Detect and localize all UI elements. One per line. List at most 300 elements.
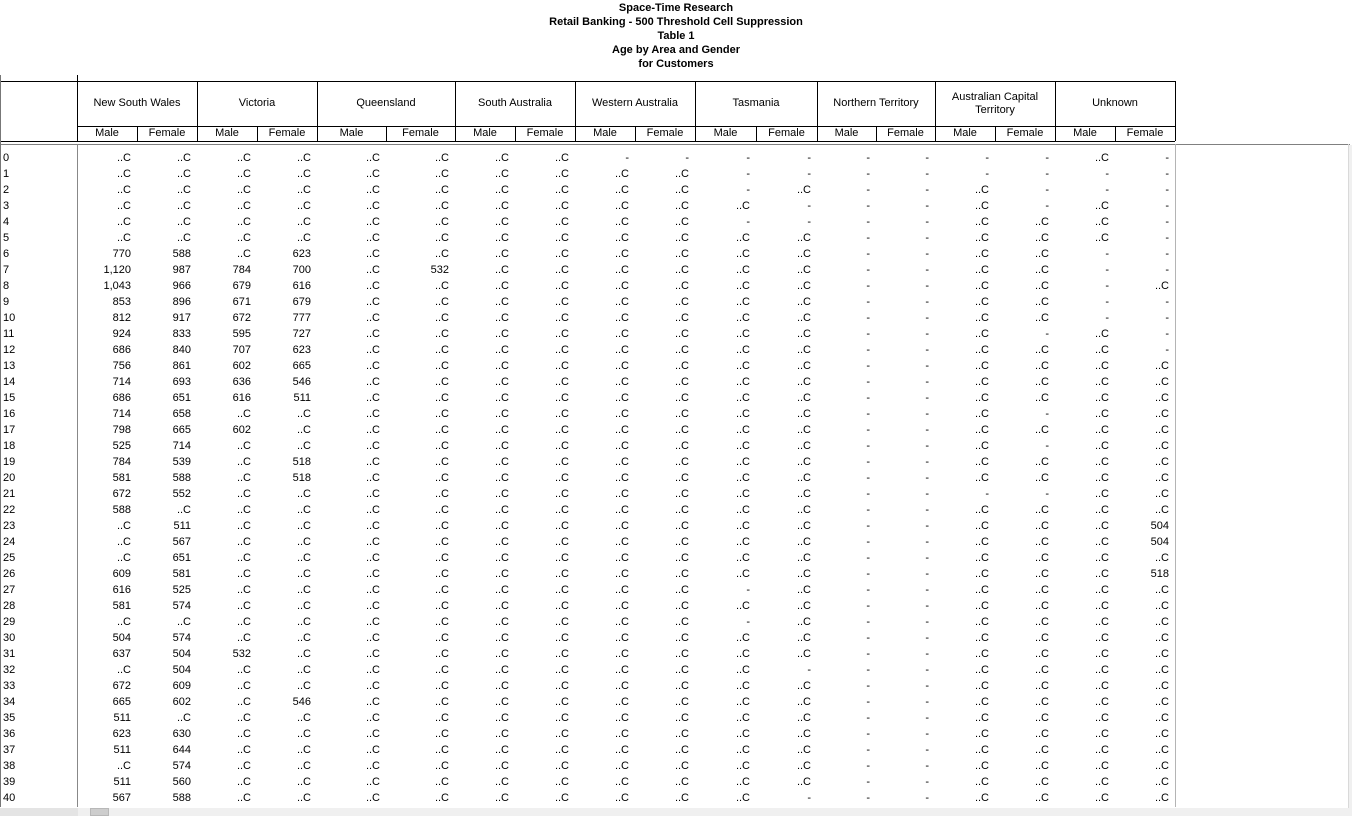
table-cell: 581 bbox=[112, 600, 131, 612]
table-cell: ..C bbox=[1034, 264, 1049, 276]
column-subheader-female[interactable]: Female bbox=[268, 127, 306, 139]
column-subheader-female[interactable]: Female bbox=[148, 127, 186, 139]
grid-line-horizontal bbox=[0, 144, 1350, 145]
grid-line-vertical bbox=[1175, 144, 1176, 807]
table-cell: - bbox=[1165, 328, 1169, 340]
table-cell: ..C bbox=[674, 568, 689, 580]
table-cell: ..C bbox=[296, 216, 311, 228]
column-subheader-male[interactable]: Male bbox=[339, 127, 364, 139]
table-cell: ..C bbox=[1094, 792, 1109, 804]
table-cell: 1,120 bbox=[103, 264, 131, 276]
table-cell: 518 bbox=[292, 456, 311, 468]
table-cell: ..C bbox=[554, 584, 569, 596]
table-cell: ..C bbox=[296, 616, 311, 628]
table-cell: 574 bbox=[172, 600, 191, 612]
table-cell: ..C bbox=[674, 536, 689, 548]
column-subheader-male[interactable]: Male bbox=[1073, 127, 1097, 139]
table-cell: 602 bbox=[232, 360, 251, 372]
title-table-subject: Age by Area and Gender bbox=[612, 44, 740, 56]
table-cell: ..C bbox=[236, 712, 251, 724]
table-cell: - bbox=[866, 328, 870, 340]
column-group-header[interactable]: Unknown bbox=[1092, 97, 1138, 109]
table-cell: - bbox=[1105, 168, 1109, 180]
table-cell: ..C bbox=[434, 424, 449, 436]
table-cell: - bbox=[925, 392, 929, 404]
table-cell: ..C bbox=[796, 312, 811, 324]
table-cell: ..C bbox=[1034, 760, 1049, 772]
table-cell: ..C bbox=[116, 152, 131, 164]
row-label-age: 19 bbox=[3, 456, 16, 468]
table-cell: ..C bbox=[434, 296, 449, 308]
row-label-age: 17 bbox=[3, 424, 16, 436]
table-cell: - bbox=[1165, 216, 1169, 228]
table-cell: ..C bbox=[554, 184, 569, 196]
row-label-age: 33 bbox=[3, 680, 16, 692]
table-cell: ..C bbox=[735, 792, 750, 804]
table-cell: ..C bbox=[1094, 744, 1109, 756]
column-subheader-female[interactable]: Female bbox=[768, 127, 805, 139]
table-cell: - bbox=[685, 152, 689, 164]
column-subheader-male[interactable]: Male bbox=[713, 127, 738, 139]
table-cell: ..C bbox=[116, 168, 131, 180]
table-cell: ..C bbox=[674, 344, 689, 356]
table-cell: ..C bbox=[434, 456, 449, 468]
table-cell: ..C bbox=[974, 280, 989, 292]
table-cell: ..C bbox=[735, 504, 750, 516]
grid-line-vertical bbox=[137, 126, 138, 141]
table-cell: - bbox=[925, 600, 929, 612]
table-cell: ..C bbox=[974, 712, 989, 724]
table-cell: ..C bbox=[176, 184, 191, 196]
column-group-header[interactable]: Northern Territory bbox=[833, 97, 919, 109]
column-subheader-female[interactable]: Female bbox=[402, 127, 439, 139]
column-group-header[interactable]: Australian Capital Territory bbox=[951, 90, 1039, 116]
table-cell: ..C bbox=[365, 280, 380, 292]
table-cell: 672 bbox=[112, 488, 131, 500]
grid-line-horizontal bbox=[77, 126, 1175, 127]
table-cell: ..C bbox=[554, 744, 569, 756]
table-cell: ..C bbox=[296, 632, 311, 644]
column-subheader-female[interactable]: Female bbox=[646, 127, 684, 139]
column-subheader-male[interactable]: Male bbox=[593, 127, 617, 139]
table-cell: - bbox=[925, 440, 929, 452]
column-group-header[interactable]: Western Australia bbox=[591, 97, 678, 109]
table-cell: - bbox=[925, 216, 929, 228]
table-cell: 504 bbox=[1150, 536, 1169, 548]
row-label-age: 7 bbox=[3, 264, 10, 276]
table-cell: ..C bbox=[434, 616, 449, 628]
table-cell: 511 bbox=[113, 712, 131, 724]
table-cell: - bbox=[925, 472, 929, 484]
table-cell: - bbox=[1045, 184, 1049, 196]
table-cell: ..C bbox=[674, 248, 689, 260]
table-cell: ..C bbox=[674, 792, 689, 804]
table-cell: - bbox=[866, 312, 870, 324]
table-cell: 552 bbox=[172, 488, 191, 500]
table-cell: - bbox=[866, 424, 870, 436]
table-cell: 602 bbox=[232, 424, 251, 436]
table-cell: ..C bbox=[554, 680, 569, 692]
row-label-age: 1 bbox=[3, 168, 10, 180]
table-cell: ..C bbox=[365, 632, 380, 644]
column-subheader-male[interactable]: Male bbox=[953, 127, 977, 139]
table-cell: ..C bbox=[1154, 696, 1169, 708]
table-cell: ..C bbox=[796, 504, 811, 516]
table-cell: - bbox=[866, 696, 870, 708]
table-cell: - bbox=[925, 248, 929, 260]
table-cell: - bbox=[625, 152, 629, 164]
table-cell: ..C bbox=[974, 344, 989, 356]
row-label-age: 39 bbox=[3, 776, 16, 788]
table-cell: ..C bbox=[365, 472, 380, 484]
column-subheader-female[interactable]: Female bbox=[1126, 127, 1164, 139]
table-cell: ..C bbox=[434, 696, 449, 708]
table-cell: - bbox=[746, 216, 750, 228]
table-cell: - bbox=[925, 312, 929, 324]
table-cell: - bbox=[925, 184, 929, 196]
table-cell: ..C bbox=[735, 376, 750, 388]
table-cell: ..C bbox=[796, 488, 811, 500]
table-cell: ..C bbox=[236, 760, 251, 772]
table-cell: ..C bbox=[296, 408, 311, 420]
table-cell: ..C bbox=[434, 152, 449, 164]
table-cell: ..C bbox=[974, 232, 989, 244]
table-cell: ..C bbox=[1154, 360, 1169, 372]
column-subheader-male[interactable]: Male bbox=[473, 127, 497, 139]
table-cell: ..C bbox=[236, 456, 251, 468]
table-cell: ..C bbox=[796, 584, 811, 596]
table-cell: 917 bbox=[172, 312, 191, 324]
table-cell: ..C bbox=[236, 472, 251, 484]
table-cell: ..C bbox=[236, 488, 251, 500]
column-group-header[interactable]: South Australia bbox=[478, 97, 552, 109]
table-cell: ..C bbox=[1154, 664, 1169, 676]
table-cell: ..C bbox=[796, 392, 811, 404]
table-cell: ..C bbox=[494, 312, 509, 324]
column-group-header[interactable]: Victoria bbox=[238, 97, 276, 109]
table-cell: ..C bbox=[1154, 408, 1169, 420]
table-cell: 518 bbox=[1150, 568, 1169, 580]
column-group-header[interactable]: Tasmania bbox=[732, 97, 780, 109]
table-cell: ..C bbox=[674, 216, 689, 228]
table-cell: ..C bbox=[296, 520, 311, 532]
column-subheader-female[interactable]: Female bbox=[887, 127, 924, 139]
column-group-header[interactable]: New South Wales bbox=[93, 97, 181, 109]
table-cell: ..C bbox=[735, 264, 750, 276]
row-label-age: 12 bbox=[3, 344, 16, 356]
table-cell: ..C bbox=[1034, 456, 1049, 468]
table-cell: ..C bbox=[735, 648, 750, 660]
table-cell: ..C bbox=[614, 632, 629, 644]
table-cell: 567 bbox=[112, 792, 131, 804]
table-cell: ..C bbox=[1034, 616, 1049, 628]
table-cell: ..C bbox=[674, 712, 689, 724]
table-cell: ..C bbox=[974, 424, 989, 436]
table-cell: - bbox=[925, 264, 929, 276]
table-cell: ..C bbox=[1094, 600, 1109, 612]
table-cell: 588 bbox=[172, 248, 191, 260]
table-cell: - bbox=[866, 488, 870, 500]
table-cell: ..C bbox=[236, 248, 251, 260]
column-group-header[interactable]: Queensland bbox=[356, 97, 416, 109]
table-cell: ..C bbox=[1094, 376, 1109, 388]
table-cell: 511 bbox=[293, 392, 311, 404]
table-cell: ..C bbox=[494, 760, 509, 772]
table-cell: ..C bbox=[494, 520, 509, 532]
table-cell: ..C bbox=[674, 392, 689, 404]
table-cell: ..C bbox=[735, 552, 750, 564]
title-organisation: Space-Time Research bbox=[618, 2, 734, 14]
table-cell: 714 bbox=[112, 376, 131, 388]
table-cell: - bbox=[866, 552, 870, 564]
table-cell: 616 bbox=[232, 392, 251, 404]
table-cell: ..C bbox=[735, 696, 750, 708]
table-cell: 658 bbox=[172, 408, 191, 420]
table-cell: ..C bbox=[434, 184, 449, 196]
table-cell: ..C bbox=[1034, 728, 1049, 740]
grid-line-horizontal bbox=[0, 141, 1175, 142]
row-label-age: 22 bbox=[3, 504, 16, 516]
table-cell: ..C bbox=[1034, 392, 1049, 404]
table-cell: ..C bbox=[796, 232, 811, 244]
table-cell: 784 bbox=[232, 264, 251, 276]
column-subheader-female[interactable]: Female bbox=[1006, 127, 1044, 139]
table-cell: ..C bbox=[236, 408, 251, 420]
column-subheader-female[interactable]: Female bbox=[526, 127, 564, 139]
horizontal-scrollbar-track[interactable] bbox=[0, 808, 1352, 816]
table-cell: 798 bbox=[112, 424, 131, 436]
table-cell: ..C bbox=[494, 152, 509, 164]
table-cell: 609 bbox=[112, 568, 131, 580]
table-cell: ..C bbox=[674, 184, 689, 196]
table-cell: ..C bbox=[796, 424, 811, 436]
row-label-age: 10 bbox=[3, 312, 16, 324]
table-cell: ..C bbox=[614, 456, 629, 468]
table-cell: 504 bbox=[172, 664, 191, 676]
table-cell: ..C bbox=[296, 168, 311, 180]
table-cell: ..C bbox=[494, 280, 509, 292]
table-cell: 574 bbox=[172, 760, 191, 772]
table-cell: ..C bbox=[735, 456, 750, 468]
table-cell: ..C bbox=[1094, 216, 1109, 228]
table-cell: ..C bbox=[365, 744, 380, 756]
table-cell: ..C bbox=[296, 424, 311, 436]
table-cell: ..C bbox=[674, 360, 689, 372]
table-cell: ..C bbox=[365, 792, 380, 804]
table-cell: - bbox=[925, 792, 929, 804]
row-label-age: 11 bbox=[3, 328, 15, 340]
table-cell: ..C bbox=[1094, 680, 1109, 692]
table-cell: - bbox=[866, 200, 870, 212]
table-cell: - bbox=[866, 648, 870, 660]
table-cell: ..C bbox=[434, 792, 449, 804]
table-cell: ..C bbox=[434, 392, 449, 404]
table-cell: ..C bbox=[1034, 552, 1049, 564]
table-cell: ..C bbox=[116, 216, 131, 228]
table-cell: ..C bbox=[365, 200, 380, 212]
table-cell: ..C bbox=[974, 680, 989, 692]
row-label-age: 24 bbox=[3, 536, 16, 548]
table-cell: 665 bbox=[172, 424, 191, 436]
table-cell: ..C bbox=[974, 440, 989, 452]
table-cell: ..C bbox=[1034, 216, 1049, 228]
table-cell: 686 bbox=[112, 344, 131, 356]
table-cell: ..C bbox=[494, 456, 509, 468]
table-cell: ..C bbox=[614, 776, 629, 788]
table-cell: ..C bbox=[1094, 632, 1109, 644]
table-cell: ..C bbox=[365, 312, 380, 324]
table-cell: - bbox=[925, 664, 929, 676]
table-cell: 686 bbox=[112, 392, 131, 404]
table-cell: - bbox=[925, 280, 929, 292]
table-cell: 679 bbox=[292, 296, 311, 308]
table-cell: ..C bbox=[554, 200, 569, 212]
table-cell: - bbox=[807, 168, 811, 180]
column-subheader-male[interactable]: Male bbox=[834, 127, 859, 139]
table-cell: - bbox=[866, 744, 870, 756]
row-label-age: 0 bbox=[3, 152, 10, 164]
table-cell: ..C bbox=[296, 488, 311, 500]
table-cell: - bbox=[866, 792, 870, 804]
table-cell: ..C bbox=[554, 472, 569, 484]
row-label-age: 29 bbox=[3, 616, 16, 628]
table-cell: 700 bbox=[292, 264, 311, 276]
table-cell: ..C bbox=[494, 296, 509, 308]
table-cell: 665 bbox=[292, 360, 311, 372]
table-cell: ..C bbox=[735, 344, 750, 356]
table-cell: ..C bbox=[494, 424, 509, 436]
table-cell: ..C bbox=[796, 472, 811, 484]
table-cell: - bbox=[1165, 152, 1169, 164]
table-cell: ..C bbox=[494, 328, 509, 340]
table-cell: ..C bbox=[614, 680, 629, 692]
table-cell: ..C bbox=[116, 664, 131, 676]
table-cell: ..C bbox=[365, 648, 380, 660]
table-cell: ..C bbox=[494, 696, 509, 708]
table-cell: 609 bbox=[172, 680, 191, 692]
table-cell: ..C bbox=[1034, 712, 1049, 724]
table-cell: ..C bbox=[796, 280, 811, 292]
table-cell: ..C bbox=[494, 392, 509, 404]
table-cell: ..C bbox=[614, 424, 629, 436]
table-cell: ..C bbox=[554, 664, 569, 676]
horizontal-scrollbar-thumb[interactable] bbox=[90, 808, 109, 816]
table-cell: ..C bbox=[974, 776, 989, 788]
table-cell: ..C bbox=[554, 760, 569, 772]
table-cell: ..C bbox=[1094, 424, 1109, 436]
table-cell: - bbox=[807, 216, 811, 228]
table-cell: ..C bbox=[1034, 232, 1049, 244]
table-cell: ..C bbox=[674, 664, 689, 676]
table-cell: - bbox=[925, 360, 929, 372]
row-label-age: 36 bbox=[3, 728, 16, 740]
table-cell: - bbox=[866, 472, 870, 484]
table-cell: ..C bbox=[365, 536, 380, 548]
table-cell: ..C bbox=[1034, 696, 1049, 708]
table-cell: ..C bbox=[1154, 632, 1169, 644]
table-cell: 511 bbox=[113, 744, 131, 756]
table-cell: ..C bbox=[1154, 456, 1169, 468]
table-cell: - bbox=[866, 776, 870, 788]
table-cell: ..C bbox=[365, 264, 380, 276]
table-cell: 672 bbox=[112, 680, 131, 692]
table-cell: - bbox=[746, 584, 750, 596]
table-cell: ..C bbox=[1094, 392, 1109, 404]
table-cell: ..C bbox=[236, 776, 251, 788]
row-label-age: 37 bbox=[3, 744, 16, 756]
table-cell: ..C bbox=[614, 600, 629, 612]
table-cell: ..C bbox=[735, 680, 750, 692]
table-cell: - bbox=[1165, 184, 1169, 196]
table-cell: - bbox=[866, 632, 870, 644]
table-cell: ..C bbox=[1154, 728, 1169, 740]
table-cell: ..C bbox=[494, 744, 509, 756]
table-cell: ..C bbox=[434, 408, 449, 420]
column-subheader-male[interactable]: Male bbox=[95, 127, 119, 139]
table-cell: ..C bbox=[494, 632, 509, 644]
table-cell: 987 bbox=[172, 264, 191, 276]
table-cell: - bbox=[1165, 312, 1169, 324]
title-population: for Customers bbox=[638, 58, 714, 70]
row-label-age: 13 bbox=[3, 360, 16, 372]
table-cell: ..C bbox=[365, 600, 380, 612]
table-cell: ..C bbox=[1094, 616, 1109, 628]
table-cell: ..C bbox=[974, 216, 989, 228]
row-label-age: 21 bbox=[3, 488, 16, 500]
table-cell: ..C bbox=[554, 392, 569, 404]
table-cell: ..C bbox=[674, 520, 689, 532]
table-cell: 588 bbox=[112, 504, 131, 516]
table-cell: ..C bbox=[365, 328, 380, 340]
table-cell: ..C bbox=[365, 584, 380, 596]
table-cell: ..C bbox=[434, 728, 449, 740]
table-cell: ..C bbox=[614, 232, 629, 244]
table-cell: 833 bbox=[172, 328, 191, 340]
column-subheader-male[interactable]: Male bbox=[215, 127, 239, 139]
table-cell: ..C bbox=[365, 776, 380, 788]
row-label-age: 25 bbox=[3, 552, 16, 564]
table-cell: - bbox=[985, 168, 989, 180]
table-cell: ..C bbox=[1094, 232, 1109, 244]
table-cell: 588 bbox=[172, 472, 191, 484]
table-cell: ..C bbox=[554, 600, 569, 612]
table-cell: ..C bbox=[735, 392, 750, 404]
table-cell: 574 bbox=[172, 632, 191, 644]
table-cell: - bbox=[925, 632, 929, 644]
table-cell: ..C bbox=[1154, 488, 1169, 500]
table-cell: ..C bbox=[796, 296, 811, 308]
table-cell: - bbox=[866, 760, 870, 772]
table-cell: - bbox=[866, 600, 870, 612]
table-cell: ..C bbox=[434, 488, 449, 500]
table-cell: ..C bbox=[494, 376, 509, 388]
table-cell: ..C bbox=[296, 440, 311, 452]
table-cell: ..C bbox=[1034, 424, 1049, 436]
table-cell: ..C bbox=[365, 424, 380, 436]
table-cell: ..C bbox=[494, 408, 509, 420]
table-cell: ..C bbox=[1034, 344, 1049, 356]
table-cell: ..C bbox=[1154, 680, 1169, 692]
table-cell: ..C bbox=[974, 504, 989, 516]
table-cell: ..C bbox=[735, 408, 750, 420]
table-cell: ..C bbox=[554, 216, 569, 228]
table-cell: ..C bbox=[674, 552, 689, 564]
row-label-age: 23 bbox=[3, 520, 16, 532]
table-cell: - bbox=[925, 200, 929, 212]
table-cell: ..C bbox=[296, 760, 311, 772]
table-cell: - bbox=[866, 168, 870, 180]
table-cell: 616 bbox=[292, 280, 311, 292]
